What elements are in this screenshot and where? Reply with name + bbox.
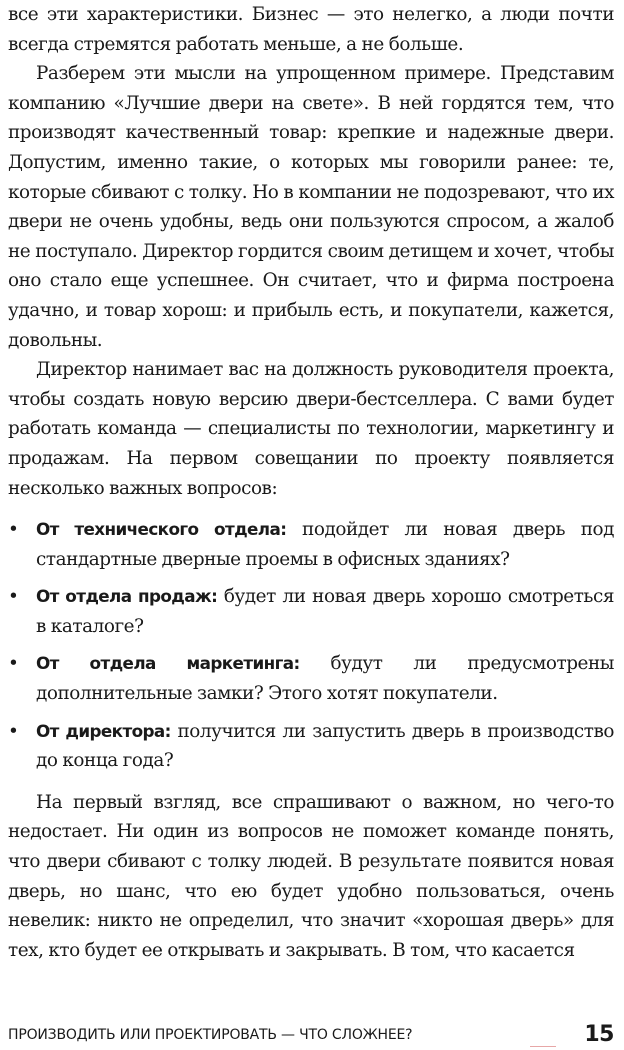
bullet-icon: •	[8, 519, 19, 541]
list-item	[8, 582, 614, 641]
list-item-text: будут ли предусмотрены дополнительные замки? Этого хотят покупатели.	[36, 653, 614, 705]
paragraph-3: Директор нанимает вас на должность руководителя проекта, чтобы создать новую версию двери-бестселлера. С вами будет работать команда — специалисты по технологии, маркетингу и продажам. На первом совещании по проекту появляется несколько важных вопросов:	[8, 359, 614, 499]
paragraph-2: Разберем эти мысли на упрощенном примере. Представим компанию «Лучшие двери на свете». В ней гордятся тем, что производят качественный товар: крепкие и надежные двери. Допустим, именно такие, о которых мы говорили ранее: те, которые сбивают с толку. Но в компании не подозревают, что их двери не очень удобны, ведь они пользуются спросом, а жалоб не поступало. Директор гордится своим детищем и хочет, чтобы оно стало еще успешнее. Он считает, что и фирма построена удачно, и товар хорош: и прибыль есть, и покупатели, кажется, довольны.	[8, 63, 614, 351]
list-item-lead: От отдела продаж:	[36, 586, 218, 607]
list-item-lead: От отдела маркетинга:	[36, 653, 300, 674]
paragraph-4: На первый взгляд, все спрашивают о важном, но чего-то недостает. Ни один из вопросов не поможет команде понять, что двери сбивают с толку людей. В результате появится новая дверь, но шанс, что ею будет удобно пользоваться, очень невелик: никто не определил, что значит «хорошая дверь» для тех, кто будет ее открывать и закрывать. В том, что касается	[8, 791, 614, 961]
list-item-lead: От технического отдела:	[36, 519, 287, 540]
decorative-mark	[530, 1042, 556, 1047]
questions-list	[8, 515, 614, 776]
list-item-text: будет ли новая дверь хорошо смотреться в каталоге?	[36, 586, 614, 637]
bullet-icon: •	[8, 653, 19, 675]
list-item	[8, 717, 614, 776]
paragraph-1: все эти характеристики. Бизнес — это нелегко, а люди почти всегда стремятся работать меньше, а не больше.	[8, 4, 614, 55]
bullet-icon: •	[8, 720, 19, 742]
list-item-text: получится ли запустить дверь в производство до конца года?	[36, 720, 614, 772]
page-footer	[8, 1022, 614, 1050]
bullet-icon: •	[8, 586, 19, 608]
list-item	[8, 515, 614, 574]
page-number: 15	[584, 1022, 614, 1047]
list-item-text: подойдет ли новая дверь под стандартные дверные проемы в офисных зданиях?	[36, 519, 614, 570]
list-item	[8, 649, 614, 708]
list-item-lead: От директора:	[36, 720, 171, 741]
page-body	[8, 0, 614, 965]
running-title: ПРОИЗВОДИТЬ ИЛИ ПРОЕКТИРОВАТЬ — ЧТО СЛОЖНЕЕ?	[8, 1027, 413, 1043]
